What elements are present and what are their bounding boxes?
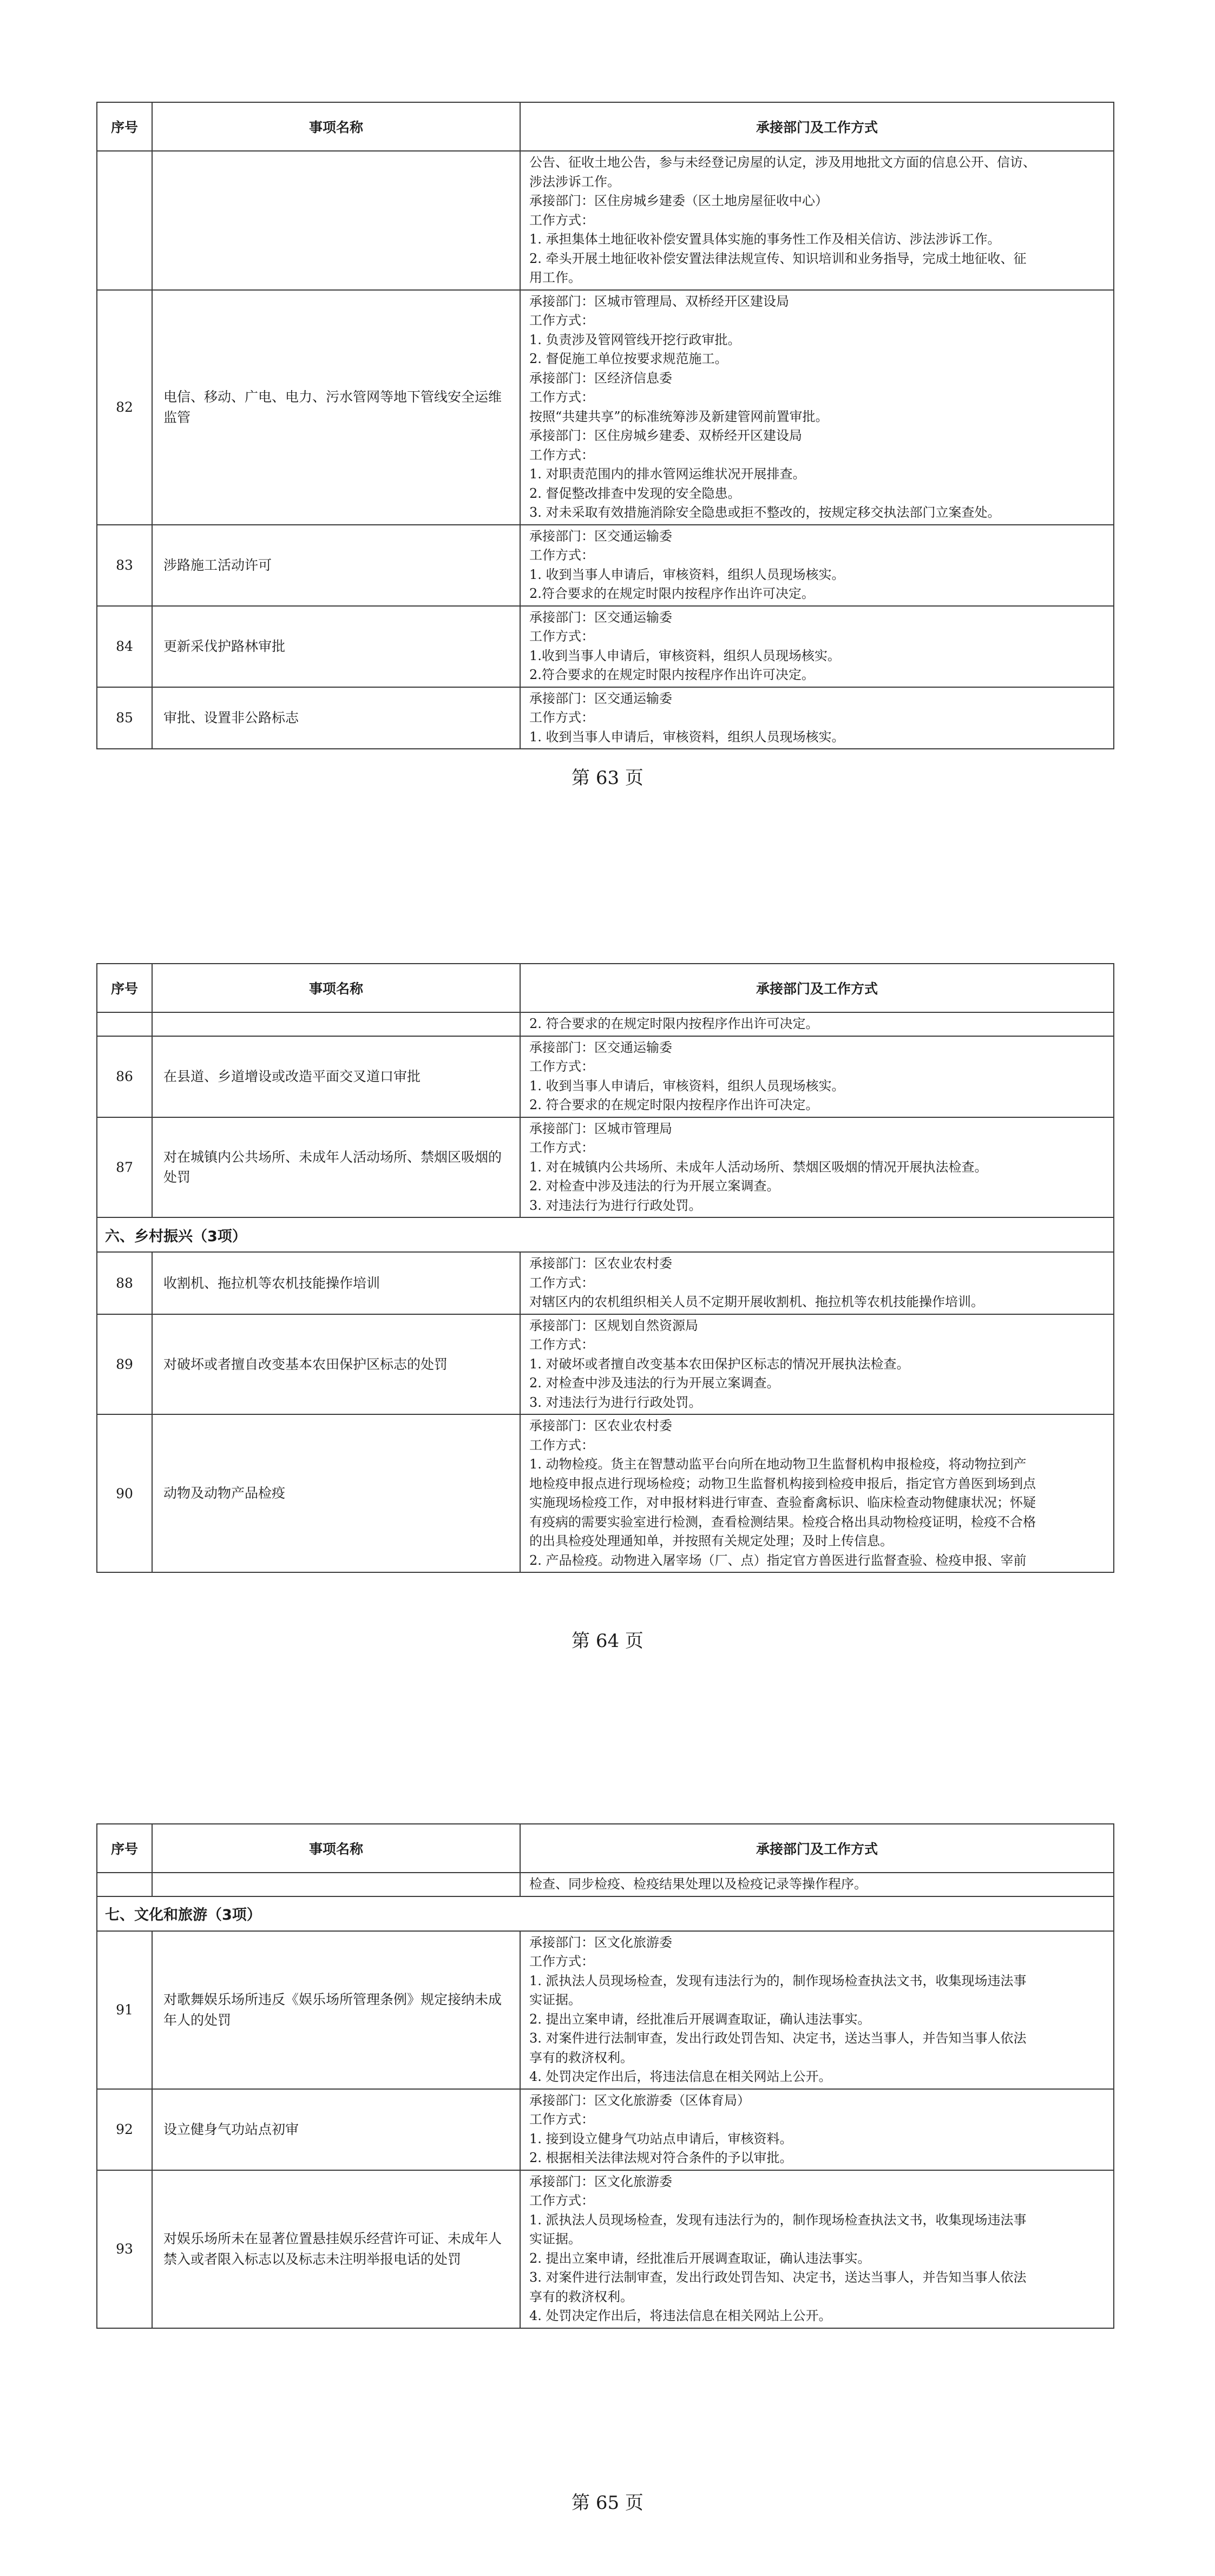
table-row (97, 2089, 1114, 2170)
text-line: 工作方式： (529, 629, 594, 644)
text-line: 1. 接到设立健身气功站点申请后，审核资料。 (529, 2131, 793, 2146)
text-line: 2. 提出立案申请，经批准后开展调查取证，确认违法事实。 (529, 2011, 871, 2027)
text-line: 工作方式： (529, 2112, 594, 2127)
text-line: 承接部门：区交通运输委 (529, 528, 672, 544)
col-header-no: 序号 (97, 1824, 152, 1873)
text-line: 实施现场检疫工作，对申报材料进行审查、查验畜禽标识、临床检查动物健康状况；怀疑 (529, 1495, 1036, 1510)
text-line: 1. 对在城镇内公共场所、未成年人活动场所、禁烟区吸烟的情况开展执法检查。 (529, 1159, 988, 1175)
matter-name: 动物及动物产品检疫 (152, 1414, 520, 1572)
matter-name: 收割机、拖拉机等农机技能操作培训 (152, 1252, 520, 1314)
row-number: 93 (97, 2170, 152, 2328)
text-line: 工作方式： (529, 313, 594, 328)
text-line: 工作方式： (529, 447, 594, 463)
text-line: 2. 对检查中涉及违法的行为开展立案调查。 (529, 1178, 780, 1194)
section-heading: 六、乡村振兴（3项） (97, 1217, 1114, 1252)
matter-name (152, 1012, 520, 1036)
text-line: 1.收到当事人申请后，审核资料，组织人员现场核实。 (529, 648, 840, 663)
row-number: 86 (97, 1036, 152, 1117)
table-row (97, 1873, 1114, 1896)
text-line: 享有的救济权利。 (529, 2050, 633, 2065)
text-line: 2. 根据相关法律法规对符合条件的予以审批。 (529, 2150, 793, 2165)
col-header-no: 序号 (97, 964, 152, 1012)
dept-and-method (520, 1036, 1114, 1117)
table-row (97, 1036, 1114, 1117)
table-row (97, 606, 1114, 687)
text-line: 有疫病的需要实验室进行检测，查看检测结果。检疫合格出具动物检疫证明，检疫不合格 (529, 1514, 1036, 1530)
text-line: 工作方式： (529, 548, 594, 563)
matter-name (152, 151, 520, 290)
section-row (97, 1217, 1114, 1252)
text-line: 3. 对未采取有效措施消除安全隐患或拒不整改的，按规定移交执法部门立案查处。 (529, 505, 1001, 520)
text-line: 工作方式： (529, 2193, 594, 2208)
col-header-no: 序号 (97, 102, 152, 151)
table-row (97, 2170, 1114, 2328)
text-line: 承接部门：区住房城乡建委（区土地房屋征收中心） (529, 193, 828, 208)
row-number: 88 (97, 1252, 152, 1314)
page-number: 第 64 页 (572, 1630, 643, 1652)
dept-and-method (520, 2170, 1114, 2328)
table-row (97, 687, 1114, 749)
text-line: 4. 处罚决定作出后，将违法信息在相关网站上公开。 (529, 2308, 832, 2323)
text-line: 工作方式： (529, 1140, 594, 1155)
row-number: 83 (97, 525, 152, 606)
text-line: 2. 产品检疫。动物进入屠宰场（厂、点）指定官方兽医进行监督查验、检疫申报、宰前 (529, 1552, 1027, 1568)
text-line: 承接部门：区文化旅游委 (529, 2173, 672, 2189)
matters-table (96, 963, 1114, 1573)
page-number: 第 63 页 (572, 767, 643, 789)
col-header-dept: 承接部门及工作方式 (520, 102, 1114, 151)
row-number: 85 (97, 687, 152, 749)
row-number (97, 151, 152, 290)
matter-name: 设立健身气功站点初审 (152, 2089, 520, 2170)
row-number (97, 1873, 152, 1896)
text-line: 对辖区内的农机组织相关人员不定期开展收割机、拖拉机等农机技能操作培训。 (529, 1294, 984, 1309)
matter-name (152, 1873, 520, 1896)
table-row (97, 290, 1114, 525)
table-row (97, 1117, 1114, 1218)
matter-name: 对在城镇内公共场所、未成年人活动场所、禁烟区吸烟的处罚 (152, 1117, 520, 1218)
matter-name: 对娱乐场所未在显著位置悬挂娱乐经营许可证、未成年人禁入或者限入标志以及标志未注明举报电话的处罚 (152, 2170, 520, 2328)
dept-and-method (520, 1252, 1114, 1314)
row-number: 84 (97, 606, 152, 687)
text-line: 2. 督促施工单位按要求规范施工。 (529, 351, 728, 366)
text-line: 4. 处罚决定作出后，将违法信息在相关网站上公开。 (529, 2069, 832, 2084)
text-line: 按照“共建共享”的标准统筹涉及新建管网前置审批。 (529, 409, 829, 424)
row-number: 87 (97, 1117, 152, 1218)
col-header-dept: 承接部门及工作方式 (520, 964, 1114, 1012)
matters-table (96, 102, 1114, 749)
dept-and-method (520, 1012, 1114, 1036)
text-line: 2. 提出立案申请，经批准后开展调查取证，确认违法事实。 (529, 2250, 871, 2266)
text-line: 2. 对检查中涉及违法的行为开展立案调查。 (529, 1375, 780, 1391)
dept-and-method (520, 1414, 1114, 1572)
table-row (97, 151, 1114, 290)
matter-name: 在县道、乡道增设或改造平面交叉道口审批 (152, 1036, 520, 1117)
text-line: 承接部门：区住房城乡建委、双桥经开区建设局 (529, 428, 802, 443)
text-line: 工作方式： (529, 1954, 594, 1969)
text-line: 承接部门：区交通运输委 (529, 1039, 672, 1055)
text-line: 工作方式： (529, 1275, 594, 1290)
dept-and-method (520, 606, 1114, 687)
page-65 (96, 1823, 1113, 2329)
text-line: 3. 对违法行为进行行政处罚。 (529, 1197, 702, 1213)
table-row (97, 1414, 1114, 1572)
section-row (97, 1896, 1114, 1931)
page-number: 第 65 页 (572, 2492, 643, 2514)
text-line: 承接部门：区经济信息委 (529, 370, 672, 386)
dept-and-method (520, 1873, 1114, 1896)
dept-and-method (520, 290, 1114, 525)
text-line: 承接部门：区文化旅游委（区体育局） (529, 2092, 750, 2108)
text-line: 1. 收到当事人申请后，审核资料，组织人员现场核实。 (529, 729, 845, 745)
text-line: 涉法涉诉工作。 (529, 174, 620, 189)
text-line: 工作方式： (529, 390, 594, 405)
text-line: 承接部门：区城市管理局、双桥经开区建设局 (529, 293, 789, 309)
text-line: 2. 符合要求的在规定时限内按程序作出许可决定。 (529, 1016, 819, 1031)
text-line: 承接部门：区交通运输委 (529, 690, 672, 706)
row-number: 92 (97, 2089, 152, 2170)
text-line: 用工作。 (529, 270, 581, 285)
section-heading: 七、文化和旅游（3项） (97, 1896, 1114, 1931)
text-line: 承接部门：区农业农村委 (529, 1418, 672, 1433)
text-line: 1. 派执法人员现场检查，发现有违法行为的，制作现场检查执法文书，收集现场违法事 (529, 1973, 1027, 1988)
text-line: 1. 动物检疫。货主在智慧动监平台向所在地动物卫生监督机构申报检疫，将动物拉到产 (529, 1457, 1027, 1472)
text-line: 实证据。 (529, 1992, 581, 2007)
matter-name: 涉路施工活动许可 (152, 525, 520, 606)
text-line: 工作方式： (529, 1059, 594, 1074)
dept-and-method (520, 151, 1114, 290)
text-line: 3. 对违法行为进行行政处罚。 (529, 1394, 702, 1410)
row-number: 91 (97, 1931, 152, 2089)
text-line: 1. 对破坏或者擅自改变基本农田保护区标志的情况开展执法检查。 (529, 1356, 910, 1372)
text-line: 2. 符合要求的在规定时限内按程序作出许可决定。 (529, 1097, 819, 1112)
text-line: 承接部门：区城市管理局 (529, 1121, 672, 1136)
text-line: 检查、同步检疫、检疫结果处理以及检疫记录等操作程序。 (529, 1876, 867, 1892)
text-line: 2. 督促整改排查中发现的安全隐患。 (529, 485, 741, 501)
text-line: 2.符合要求的在规定时限内按程序作出许可决定。 (529, 586, 815, 601)
matter-name: 更新采伐护路林审批 (152, 606, 520, 687)
text-line: 承接部门：区文化旅游委 (529, 1934, 672, 1950)
table-row (97, 1931, 1114, 2089)
dept-and-method (520, 1117, 1114, 1218)
matters-table (96, 1823, 1114, 2329)
text-line: 公告、征收土地公告，参与未经登记房屋的认定，涉及用地批文方面的信息公开、信访、 (529, 155, 1036, 170)
text-line: 1. 派执法人员现场检查，发现有违法行为的，制作现场检查执法文书，收集现场违法事 (529, 2212, 1027, 2228)
dept-and-method (520, 525, 1114, 606)
matter-name: 审批、设置非公路标志 (152, 687, 520, 749)
text-line: 实证据。 (529, 2231, 581, 2246)
col-header-name: 事项名称 (152, 964, 520, 1012)
matter-name: 对破坏或者擅自改变基本农田保护区标志的处罚 (152, 1314, 520, 1415)
page-63 (96, 102, 1113, 749)
row-number: 82 (97, 290, 152, 525)
text-line: 的出具检疫处理通知单，并按照有关规定处理；及时上传信息。 (529, 1533, 893, 1549)
matter-name: 电信、移动、广电、电力、污水管网等地下管线安全运维监管 (152, 290, 520, 525)
col-header-name: 事项名称 (152, 1824, 520, 1873)
row-number: 90 (97, 1414, 152, 1572)
page-64 (96, 963, 1113, 1573)
text-line: 承接部门：区规划自然资源局 (529, 1317, 698, 1333)
text-line: 工作方式： (529, 710, 594, 725)
text-line: 地检疫申报点进行现场检疫；动物卫生监督机构接到检疫申报后，指定官方兽医到场到点 (529, 1475, 1036, 1491)
col-header-name: 事项名称 (152, 102, 520, 151)
text-line: 1. 负责涉及管网管线开挖行政审批。 (529, 332, 741, 347)
row-number (97, 1012, 152, 1036)
text-line: 享有的救济权利。 (529, 2289, 633, 2304)
dept-and-method (520, 1931, 1114, 2089)
text-line: 1. 收到当事人申请后，审核资料，组织人员现场核实。 (529, 566, 845, 582)
table-row (97, 525, 1114, 606)
dept-and-method (520, 687, 1114, 749)
text-line: 承接部门：区交通运输委 (529, 609, 672, 625)
text-line: 3. 对案件进行法制审查，发出行政处罚告知、决定书，送达当事人，并告知当事人依法 (529, 2031, 1027, 2046)
table-row (97, 1012, 1114, 1036)
text-line: 1. 承担集体土地征收补偿安置具体实施的事务性工作及相关信访、涉法涉诉工作。 (529, 232, 1001, 247)
text-line: 工作方式： (529, 212, 594, 228)
col-header-dept: 承接部门及工作方式 (520, 1824, 1114, 1873)
text-line: 3. 对案件进行法制审查，发出行政处罚告知、决定书，送达当事人，并告知当事人依法 (529, 2270, 1027, 2285)
dept-and-method (520, 1314, 1114, 1415)
table-row (97, 1314, 1114, 1415)
table-row (97, 1252, 1114, 1314)
text-line: 2.符合要求的在规定时限内按程序作出许可决定。 (529, 667, 815, 682)
matter-name: 对歌舞娱乐场所违反《娱乐场所管理条例》规定接纳未成年人的处罚 (152, 1931, 520, 2089)
text-line: 1. 对职责范围内的排水管网运维状况开展排查。 (529, 466, 806, 482)
dept-and-method (520, 2089, 1114, 2170)
row-number: 89 (97, 1314, 152, 1415)
text-line: 工作方式： (529, 1437, 594, 1453)
text-line: 承接部门：区农业农村委 (529, 1256, 672, 1271)
text-line: 工作方式： (529, 1337, 594, 1352)
text-line: 1. 收到当事人申请后，审核资料，组织人员现场核实。 (529, 1078, 845, 1093)
text-line: 2. 牵头开展土地征收补偿安置法律法规宣传、知识培训和业务指导，完成土地征收、征 (529, 251, 1027, 266)
